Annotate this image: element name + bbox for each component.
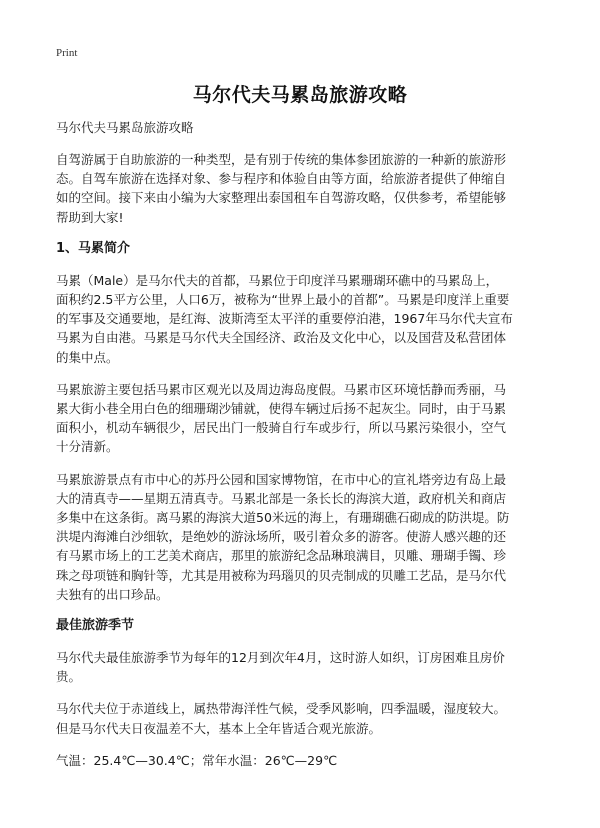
paragraph-line: 马尔代夫位于赤道线上，属热带海洋性气候，受季风影响，四季温暖，湿度较大。 <box>56 701 507 717</box>
paragraph-line: 累大街小巷全用白色的细珊瑚沙铺就，使得车辆过后扬不起灰尘。同时，由于马累 <box>56 401 507 417</box>
paragraph-line: 马累（Male）是马尔代夫的首都，马累位于印度洋马累珊瑚环礁中的马累岛上， <box>56 272 499 288</box>
paragraph-line: 面积约2.5平方公里，人口6万，被称为“世界上最小的首都”。马累是印度洋上重要 <box>56 292 510 308</box>
paragraph-line: 多集中在这条街。离马累的海滨大道50米远的海上，有珊瑚礁石砌成的防洪堤。防 <box>56 510 510 526</box>
print-label: Print <box>56 47 78 59</box>
climate-paragraph <box>56 699 550 737</box>
paragraph-line: 有马累市场上的工艺美术商店，那里的旅游纪念品琳琅满目，贝雕、珊瑚手镯、珍 <box>56 548 507 564</box>
paragraph-line: 马累旅游景点有市中心的苏丹公园和国家博物馆，在市中心的宣礼塔旁边有岛上最 <box>56 471 507 487</box>
paragraph-line: 气温：25.4℃—30.4℃；常年水温：26℃—29℃ <box>56 752 338 768</box>
intro-line: 自驾游属于自助旅游的一种类型，是有别于传统的集体参团旅游的一种新的旅游形 <box>56 152 507 167</box>
intro-paragraph <box>56 150 550 227</box>
paragraph-line: 十分清新。 <box>56 439 119 455</box>
male-attractions-paragraph <box>56 470 550 604</box>
article-subtitle: 马尔代夫马累岛旅游攻略 <box>56 120 194 135</box>
intro-line: 帮助到大家! <box>56 209 124 225</box>
paragraph-line: 的军事及交通要地，是红海、波斯湾至太平洋的重要停泊港，1967年马尔代夫宣布 <box>56 311 513 327</box>
paragraph-line: 马累为自由港。马累是马尔代夫全国经济、政治及文化中心，以及国营及私营团体 <box>56 330 507 346</box>
section-heading-male-intro: 1、马累简介 <box>56 240 131 256</box>
temperature-paragraph <box>56 751 550 770</box>
male-tourism-paragraph <box>56 380 550 457</box>
paragraph-line: 面积小，机动车辆很少，居民出门一般骑自行车或步行，所以马累污染很小，空气 <box>56 420 507 436</box>
intro-line: 态。自驾车旅游在选择对象、参与程序和体验自由等方面，给旅游者提供了伸缩自 <box>56 171 507 187</box>
male-overview-paragraph <box>56 271 550 367</box>
paragraph-line: 的集中点。 <box>56 349 119 365</box>
paragraph-line: 马尔代夫最佳旅游季节为每年的12月到次年4月，这时游人如织，订房困难且房价 <box>56 650 505 666</box>
page-title: 马尔代夫马累岛旅游攻略 <box>192 84 408 106</box>
section-heading-best-season: 最佳旅游季节 <box>56 618 135 634</box>
paragraph-line: 夫独有的出口珍品。 <box>56 586 169 602</box>
paragraph-line: 贵。 <box>56 669 82 685</box>
paragraph-line: 但是马尔代夫日夜温差不大，基本上全年皆适合观光旅游。 <box>56 720 382 736</box>
paragraph-line: 大的清真寺——星期五清真寺。马累北部是一条长长的海滨大道，政府机关和商店 <box>56 490 507 506</box>
paragraph-line: 洪堤内海滩白沙细软，是绝妙的游泳场所，吸引着众多的游客。使游人感兴趣的还 <box>56 529 507 545</box>
article-body <box>56 119 550 783</box>
paragraph-line: 马累旅游主要包括马累市区观光以及周边海岛度假。马累市区环境恬静而秀丽，马 <box>56 381 507 397</box>
season-paragraph <box>56 648 550 686</box>
paragraph-line: 珠之母项链和胸针等，尤其是用被称为玛瑙贝的贝壳制成的贝雕工艺品，是马尔代 <box>56 567 507 583</box>
intro-line: 如的空间。接下来由小编为大家整理出泰国租车自驾游攻略，仅供参考，希望能够 <box>56 190 507 206</box>
